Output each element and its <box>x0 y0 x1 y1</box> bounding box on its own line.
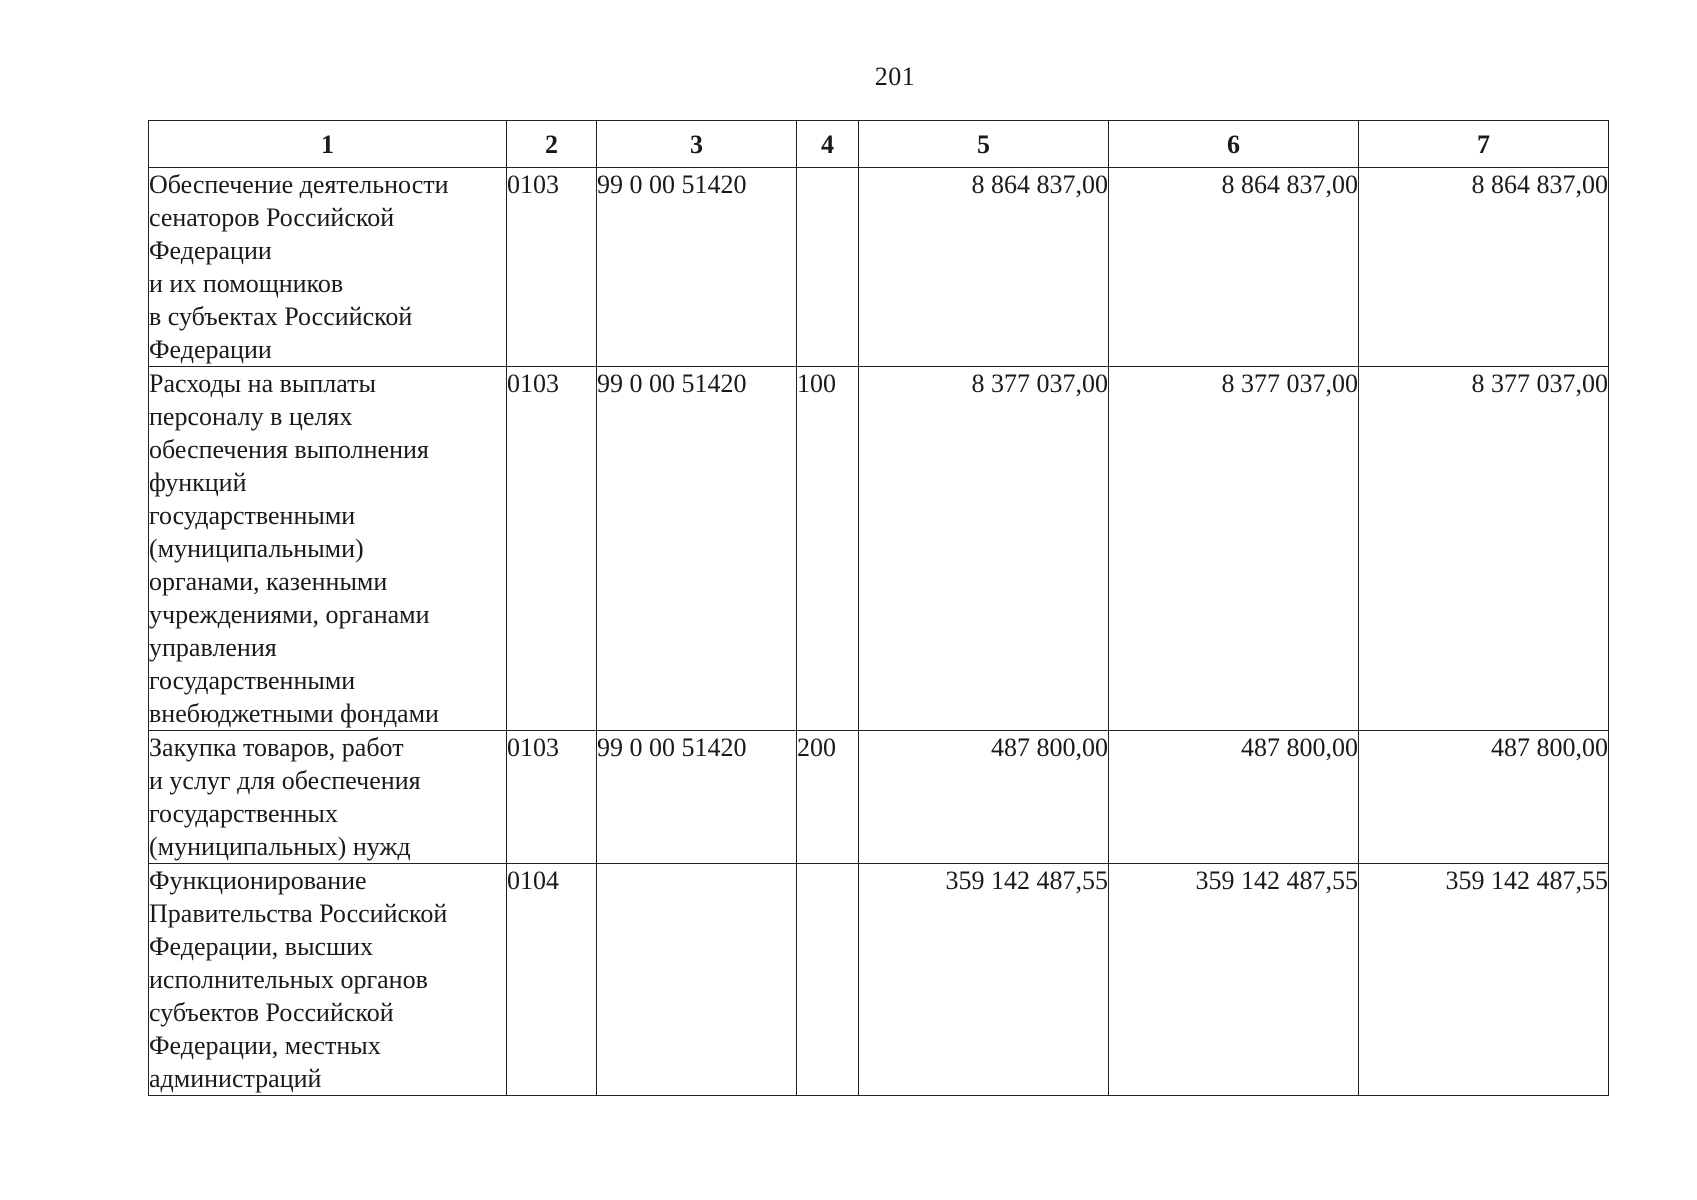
table-row <box>149 731 1609 864</box>
name-line: субъектов Российской <box>149 998 394 1027</box>
expense-type-cell: 100 <box>797 367 859 731</box>
amount-col6-cell: 8 377 037,00 <box>1109 367 1359 731</box>
amount-col7-cell: 8 864 837,00 <box>1359 168 1609 367</box>
name-line: государственными <box>149 666 356 695</box>
name-line: Федерации <box>149 236 272 265</box>
column-header-6: 6 <box>1109 121 1359 168</box>
row-name-cell <box>149 731 507 864</box>
target-article-cell: 99 0 00 51420 <box>597 731 797 864</box>
name-line: учреждениями, органами <box>149 600 430 629</box>
name-line: государственными <box>149 501 356 530</box>
row-name-cell <box>149 864 507 1096</box>
amount-col5-cell: 487 800,00 <box>859 731 1109 864</box>
column-header-1: 1 <box>149 121 507 168</box>
name-line: органами, казенными <box>149 567 388 596</box>
amount-col5-cell: 8 377 037,00 <box>859 367 1109 731</box>
name-line: (муниципальными) <box>149 534 364 563</box>
amount-col6-cell: 8 864 837,00 <box>1109 168 1359 367</box>
name-line: функций <box>149 468 247 497</box>
table-row <box>149 367 1609 731</box>
name-line: персоналу в целях <box>149 402 353 431</box>
name-line: Правительства Российской <box>149 899 448 928</box>
amount-col6-cell: 487 800,00 <box>1109 731 1359 864</box>
name-line: управления <box>149 633 277 662</box>
amount-col5-cell: 359 142 487,55 <box>859 864 1109 1096</box>
name-line: Функционирование <box>149 866 367 895</box>
name-line: Федерации, местных <box>149 1031 381 1060</box>
target-article-cell <box>597 864 797 1096</box>
name-line: (муниципальных) нужд <box>149 832 411 861</box>
column-header-7: 7 <box>1359 121 1609 168</box>
table-row <box>149 168 1609 367</box>
section-code-cell: 0104 <box>507 864 597 1096</box>
name-line: Закупка товаров, работ <box>149 733 404 762</box>
name-line: сенаторов Российской <box>149 203 395 232</box>
expense-type-cell <box>797 168 859 367</box>
amount-col7-cell: 487 800,00 <box>1359 731 1609 864</box>
budget-table <box>148 120 1609 1096</box>
name-line: внебюджетными фондами <box>149 699 439 728</box>
row-name-cell <box>149 168 507 367</box>
column-header-4: 4 <box>797 121 859 168</box>
column-header-5: 5 <box>859 121 1109 168</box>
section-code-cell: 0103 <box>507 367 597 731</box>
name-line: исполнительных органов <box>149 965 428 994</box>
name-line: и их помощников <box>149 269 344 298</box>
header-row <box>149 121 1609 168</box>
target-article-cell: 99 0 00 51420 <box>597 168 797 367</box>
name-line: обеспечения выполнения <box>149 435 429 464</box>
column-header-2: 2 <box>507 121 597 168</box>
name-line: Федерации, высших <box>149 932 374 961</box>
name-line: в субъектах Российской <box>149 302 413 331</box>
amount-col5-cell: 8 864 837,00 <box>859 168 1109 367</box>
column-header-3: 3 <box>597 121 797 168</box>
amount-col7-cell: 359 142 487,55 <box>1359 864 1609 1096</box>
table-row <box>149 864 1609 1096</box>
section-code-cell: 0103 <box>507 168 597 367</box>
expense-type-cell: 200 <box>797 731 859 864</box>
amount-col7-cell: 8 377 037,00 <box>1359 367 1609 731</box>
name-line: администраций <box>149 1064 322 1093</box>
amount-col6-cell: 359 142 487,55 <box>1109 864 1359 1096</box>
row-name-cell <box>149 367 507 731</box>
expense-type-cell <box>797 864 859 1096</box>
name-line: Обеспечение деятельности <box>149 170 449 199</box>
section-code-cell: 0103 <box>507 731 597 864</box>
name-line: и услуг для обеспечения <box>149 766 421 795</box>
name-line: Расходы на выплаты <box>149 369 376 398</box>
name-line: государственных <box>149 799 338 828</box>
page-number: 201 <box>874 62 916 91</box>
target-article-cell: 99 0 00 51420 <box>597 367 797 731</box>
name-line: Федерации <box>149 335 272 364</box>
